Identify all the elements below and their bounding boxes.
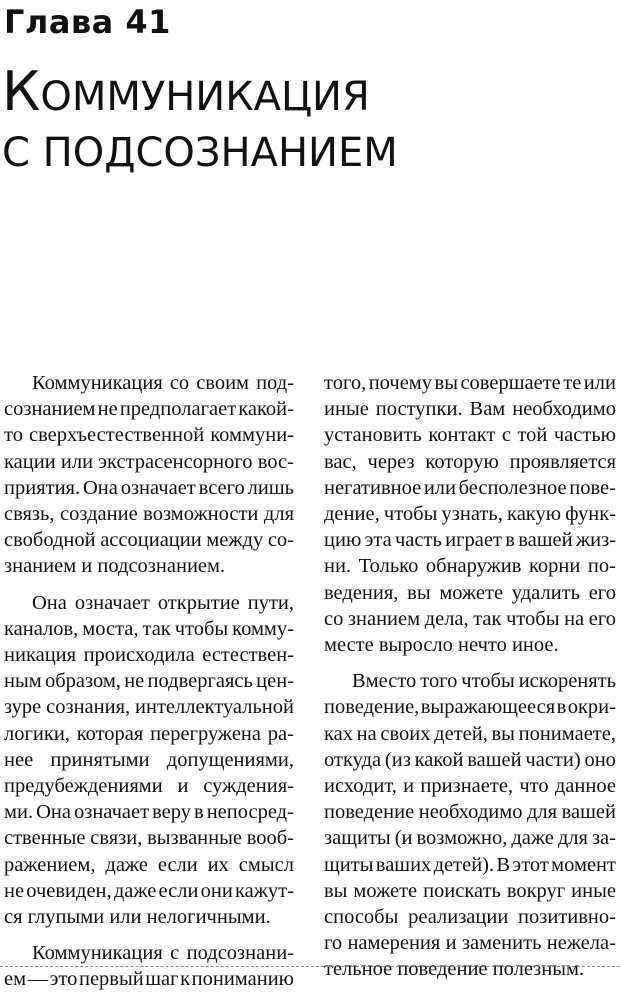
text-line: поведение, выражающееся в окри-: [324, 696, 616, 719]
text-line: тельное поведение полезным.: [324, 958, 585, 981]
paragraph-gap: [324, 658, 616, 668]
text-line: не очевиден, даже если они кажут-: [4, 879, 294, 902]
text-line: исходит, и признаете, что данное: [324, 775, 616, 798]
text-line: цию эта часть играет в вашей жиз-: [324, 529, 616, 552]
text-line: ми. Она означает веру в непосред-: [4, 801, 294, 824]
paragraph-gap: [4, 580, 294, 590]
title-initial: К: [2, 60, 41, 123]
text-line: способы реализации позитивно-: [324, 906, 616, 929]
text-line: того, почему вы совершаете те или: [324, 372, 616, 394]
text-line: нее принятыми допущениями,: [4, 748, 294, 771]
text-line: приятия. Она означает всего лишь: [4, 476, 294, 499]
text-line: зуре сознания, интеллектуальной: [4, 696, 294, 719]
text-line: никация происходила естествен-: [4, 644, 294, 667]
chapter-label: Глава 41: [4, 3, 171, 41]
right-text-column: [324, 370, 616, 983]
text-line: поведение необходимо для вашей: [324, 801, 616, 824]
text-line: каналов, моста, так чтобы комму-: [4, 617, 294, 640]
text-line: ни. Только обнаружив корни по-: [324, 555, 616, 578]
text-line: Коммуникация со своим под-: [32, 372, 294, 394]
text-line: негативное или бесполезное пове-: [324, 476, 616, 499]
text-line: Коммуникация с подсознани-: [32, 942, 294, 965]
text-line: со знанием дела, так чтобы на его: [324, 607, 616, 630]
text-line: ражением, даже если их смысл: [4, 853, 294, 876]
chapter-title: [2, 60, 602, 181]
text-line: установить контакт с той частью: [324, 424, 616, 447]
text-line: вы можете поискать вокруг иные: [324, 879, 616, 902]
text-line: вас, через которую проявляется: [324, 450, 616, 473]
text-line: го намерения и заменить нежела-: [324, 932, 616, 955]
text-line: то сверхъестественной коммуни-: [4, 424, 294, 447]
paragraph-gap: [4, 930, 294, 940]
text-line: ственные связи, вызванные вооб-: [4, 827, 294, 850]
text-line: ках на своих детей, вы понимаете,: [324, 722, 616, 745]
title-line-1: [2, 60, 602, 125]
text-line: Она означает открытие пути,: [32, 591, 294, 614]
left-text-column: [4, 370, 294, 993]
text-line: ведения, вы можете удалить его: [324, 581, 616, 604]
text-line: кации или экстрасенсорного вос-: [4, 450, 294, 473]
text-line: сознанием не предполагает какой-: [4, 398, 294, 421]
title-line-2: С ПОДСОЗНАНИЕМ: [2, 130, 398, 176]
text-line: ся глупыми или нелогичными.: [4, 906, 271, 929]
text-line: щиты ваших детей). В этот момент: [324, 853, 616, 876]
title-line-1-rest: ОММУНИКАЦИЯ: [40, 74, 370, 120]
text-line: свободной ассоциации между со-: [4, 529, 294, 552]
text-line: ным образом, не подвергаясь цен-: [4, 670, 294, 693]
text-line: откуда (из какой вашей части) оно: [324, 748, 616, 771]
text-line: логики, которая перегружена ра-: [4, 722, 294, 745]
bottom-rule: [0, 966, 620, 967]
text-line: дение, чтобы узнать, какую функ-: [324, 503, 616, 526]
text-line: связь, создание возможности для: [4, 503, 294, 526]
text-line: предубеждениями и суждения-: [4, 775, 294, 798]
text-line: Вместо того чтобы искоренять: [352, 670, 616, 693]
text-line: иные поступки. Вам необходимо: [324, 398, 616, 421]
text-line: ем — это первый шаг к пониманию: [4, 968, 294, 991]
text-line: месте выросло нечто иное.: [324, 634, 559, 657]
text-line: знанием и подсознанием.: [4, 555, 226, 578]
text-line: защиты (и возможно, даже для за-: [324, 827, 616, 850]
